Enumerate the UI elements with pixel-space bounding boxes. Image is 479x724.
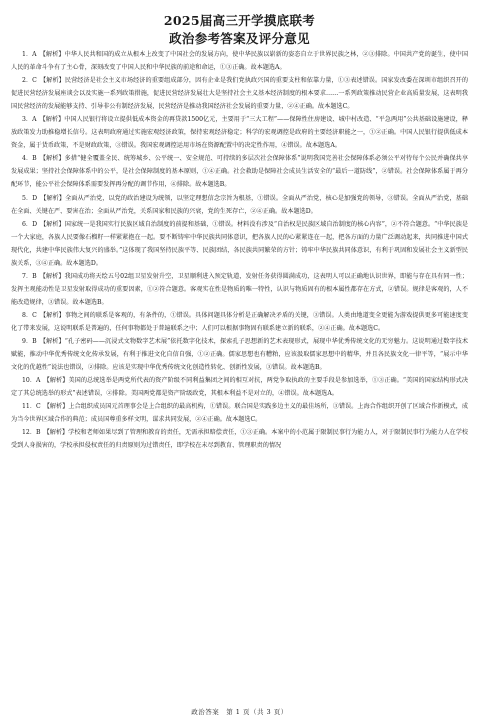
- answer-item-5: 5．D 【解析】全面从严治党，以党的政治建设为统领，以坚定理想信念宗旨为根基，①错误。全面从严治党，核心是加强党的领导，③错误。全面从严治党，基础在全面、关键在严、要害在治；全面从严治党，关系国家和民族的兴衰，党的生死存亡，②④正确。故本题选D。: [11, 194, 468, 215]
- answer-item-11: 11．C 【解析】上合组织成员国元首理事会是上合组织的最高机构，①错误。联合国是实践多边主义的最佳场所，③错误。上海合作组织开创了区域合作新模式，成为当今世界区域合作的典范；成员国尊重多样文明，谋求共同发展，②④正确。故本题选C。: [11, 403, 468, 424]
- answer-item-8: 8．C 【解析】事物之间的联系是客观的，有条件的，①错误。具体问题具体分析是正确解决矛盾的关键，③错误。人类由地道变全更能为游戏提供更多可能速度变化了带来发展，这说明联系是普遍的，任何事物都处于普遍联系之中；人们可以根据事物固有联系建立新的联系，②④正确。故本题选C。: [11, 311, 468, 332]
- answer-body: [11, 48, 468, 452]
- exam-title: 2025届高三开学摸底联考: [163, 13, 316, 28]
- answer-item-7: 7．B 【解析】我国成功将天绘五号02组卫星发射升空，卫星顺利进入预定轨道，发射任务获得圆满成功，这表明人可以正确地认识世界，即能与存在具有同一性；发挥主观能动性是卫星发射取得成功的重要因素，①②符合题意。客观实在性是物质的唯一特性，认识与物质固有的根本属性都存在方式，②错误。规律是客观的，人不能改造规律，③错误。故本题选B。: [11, 272, 468, 306]
- answer-item-6: 6．D 【解析】国家统一是我国实行民族区域自治制度的前提和基础，①错误。材料没有涉及“自治权是民族区域自治制度的核心内容”，②不符合题意。“中华民族是一个大家庭，各族人民要像石榴籽一样紧紧抱在一起。要不断铸牢中华民族共同体意识，把各族人民的心紧紧连在一起，把各方面的力量广泛调动起来，共同推进中国式现代化，共建中华民族伟大复兴的盛举。”这体现了我国坚持民族平等、民族团结，各民族共同繁荣的方针；铸牢中华民族共同体意识，有利于巩固和发展社会主义新型民族关系，③④正确。故本题选D。: [11, 220, 468, 267]
- answer-item-10: 10．A 【解析】美国的总统选举是两党所代表的资产阶级不同利益集团之间的相互对抗，两党争取执政的主要手段是参加选举，①③正确。“美国的国家结构形式决定了其总统选举的形式”表述错误，②排除。美国两党都是资产阶级政党，其根本利益不是对立的，④错误。故本题选A。: [11, 377, 468, 398]
- document-subtitle: 政治参考答案及评分意见: [169, 31, 310, 46]
- answer-item-9: 9．B 【解析】“孔子密码——沉浸式文物数字艺术展”依托数字化技术，探索孔子思想新的艺术表现形式，展现中华优秀传统文化的无穷魅力。这说明通过数字技术赋能，推动中华优秀传统文化传承发展，有利于推进文化自信自强，①②正确。儒家思想也有糟粕，应该汲取儒家思想中的精华，并且各民族文化一律平等，“展示中华文化的优越性”说法也错误，②排除。应该是实现中华优秀传统文化创造性转化、创新性发展，③错误。故本题选B。: [11, 338, 468, 372]
- page-footer: 政治答案 第 1 页（共 3 页）: [191, 708, 288, 716]
- document-header: [0, 0, 479, 46]
- answer-item-4: 4．B 【解析】多措“健全覆盖全民、统筹城乡、公平统一、安全规范、可持续的多层次社会保障体系”说明我国完善社会保障体系必须公平对待每个公民并确保共享发展成果；坚持社会保障体系中的公平，是社会保障制度的基本原则，①④正确。社会救助是保障社会成员生活安全的“最后一道防线”，②错误。社会保障体系属于再分配环节，能公平社会保障体系需要发挥再分配的调节作用，④排除。故本题选B。: [11, 155, 468, 189]
- answer-item-3: 3．A 【解析】中国人民银行将设立提供低成本资金的再贷款1500亿元，主要用于“三大工程”——保障性住房建设、城中村改造、“平急两用”公共基础设施建设，释放政策发力助推稳增长信号。这表明政府通过实施宏观经济政策，保持宏观经济稳定；科学的宏观调控是政府的主要经济职能之一，①②正确。中国人民银行提供低成本资金，属于货币政策，不是财政政策，③错误。我国宏观调控运用市场在资源配置中的决定性作用，④错误。故本题选A。: [11, 116, 468, 150]
- answer-item-2: 2．C 【解析】民营经济是社会主义市场经济的重要组成部分，因有企业是我们党执政兴国的重要支柱和依靠力量，①③表述错误。国家发改委在深圳市组织召开的促进民营经济发展座谈会以及实施一系列政策措施，促进民营经济发展壮大是坚持社会主义基本经济制度的根本要求……一系列政策推动民营企业高质量发展，这表明我国民营经济的发展能够支持、引导非公有制经济发展，民营经济是推动我国经济社会发展的重要力量，②④正确。故本题选C。: [11, 77, 468, 111]
- answer-item-1: 1．A 【解析】中华人民共和国的成立从根本上改变了中国社会的发展方向，使中华民族以崭新的姿态自立于世界民族之林，②③排除。中国共产党的诞生，使中国人民的革命斗争有了主心骨，深刻改变了中国人民和中华民族的前途和命运，①③正确。故本题选A。: [11, 51, 468, 72]
- answer-item-12: 12．B 【解析】学校和老师如果尽到了管理和教育的责任，无需承担赔偿责任，①③正确。本案中的小范属于限制民事行为能力人，对于限制民事行为能力人在学校受到人身损害的，学校承担侵权责任的归责原则为过错责任，即学校在未尽到教育、管理职责的情况: [11, 429, 468, 450]
